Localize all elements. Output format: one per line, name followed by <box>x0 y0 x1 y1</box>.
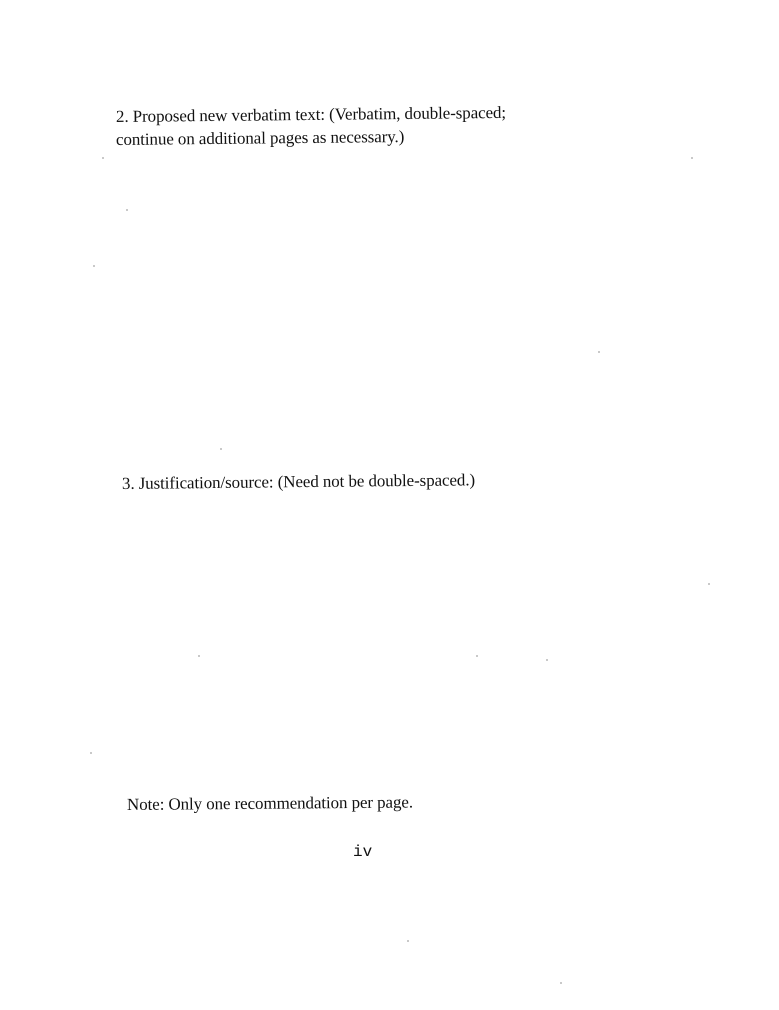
scan-speck <box>407 940 409 942</box>
scan-speck <box>476 655 478 657</box>
scan-speck <box>90 752 92 754</box>
scan-speck <box>560 982 562 984</box>
scan-speck <box>126 209 128 211</box>
page-note: Note: Only one recommendation per page. <box>126 792 414 814</box>
scan-speck <box>691 157 693 159</box>
scan-speck <box>708 583 710 585</box>
item-2-heading-line-2: continue on additional pages as necessary.) <box>115 126 405 149</box>
scan-speck <box>102 157 104 159</box>
scan-speck <box>220 448 222 450</box>
page-number: iv <box>353 843 373 861</box>
item-3-heading: 3. Justification/source: (Need not be double-spaced.) <box>121 470 476 493</box>
scan-speck <box>546 659 548 661</box>
scan-speck <box>598 351 600 353</box>
scan-speck <box>198 655 200 657</box>
scan-speck <box>93 265 95 267</box>
item-2-heading-line-1: 2. Proposed new verbatim text: (Verbatim, double-spaced; <box>115 102 507 126</box>
